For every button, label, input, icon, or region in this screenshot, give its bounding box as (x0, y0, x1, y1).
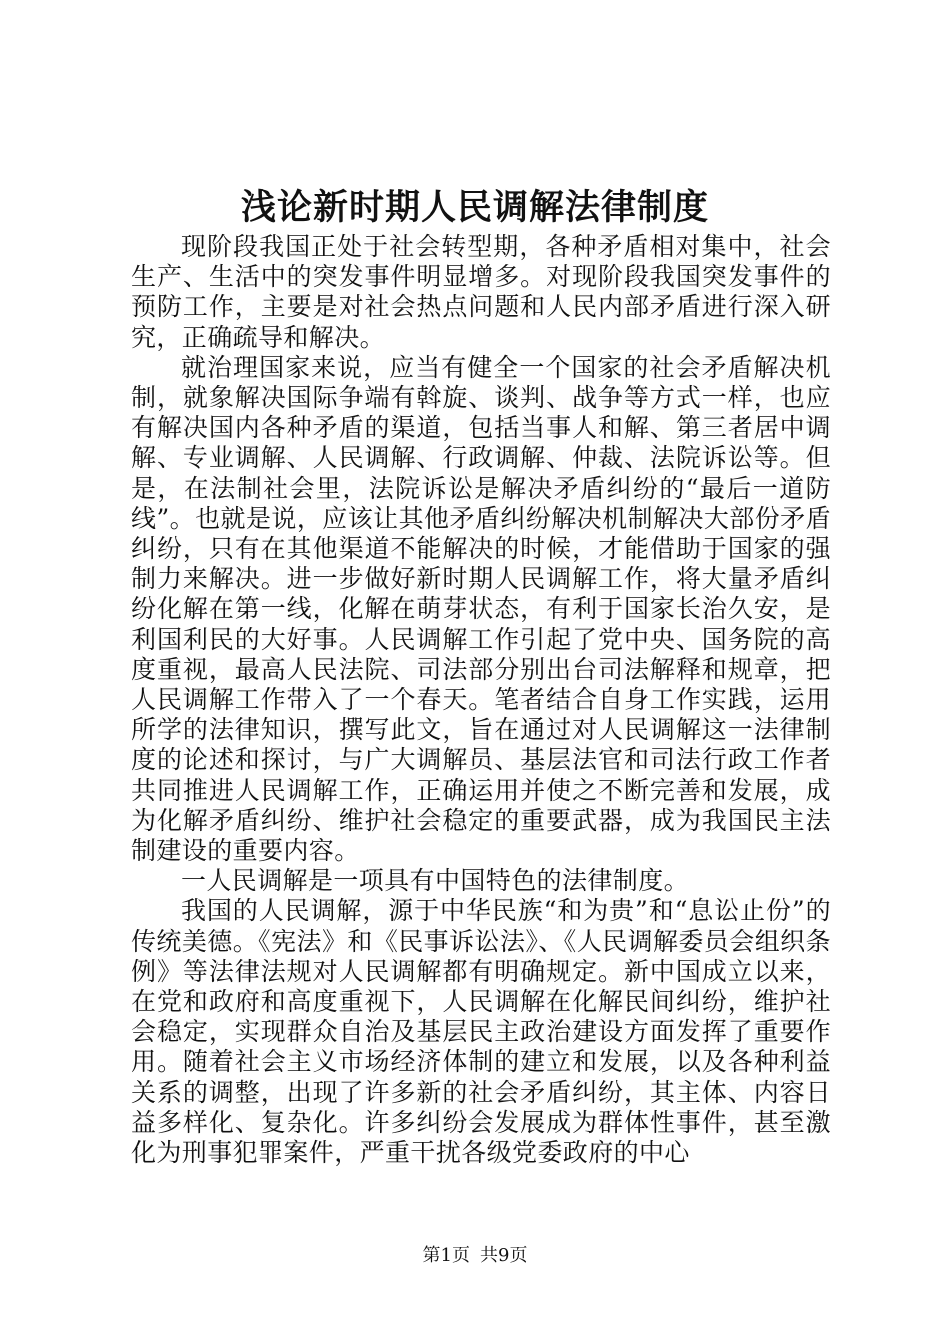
paragraph-mediation-origin: 我国的人民调解，源于中华民族“和为贵”和“息讼止份”的传统美德。《宪法》和《民事诉讼法》、《人民调解委员会组织条例》等法律法规对人民调解都有明确规定。新中国成立以来，在党和政府和高度重视下，人民调解在化解民间纠纷，维护社会稳定，实现群众自治及基层民主政治建设方面发挥了重要作用。随着社会主义市场经济体制的建立和发展，以及各种利益关系的调整，出现了许多新的社会矛盾纠纷，其主体、内容日益多样化、复杂化。许多纠纷会发展成为群体性事件，甚至激化为刑事犯罪案件，严重干扰各级党委政府的中心 (131, 896, 831, 1168)
section-heading-1: 一人民调解是一项具有中国特色的法律制度。 (181, 866, 690, 896)
page-number: 第1页 (422, 1245, 470, 1266)
document-title: 浅论新时期人民调解法律制度 (240, 187, 709, 228)
document-body (131, 232, 831, 1168)
paragraph-intro: 现阶段我国正处于社会转型期，各种矛盾相对集中，社会生产、生活中的突发事件明显增多。对现阶段我国突发事件的预防工作，主要是对社会热点问题和人民内部矛盾进行深入研究，正确疏导和解决。 (131, 232, 831, 352)
paragraph-governance: 就治理国家来说，应当有健全一个国家的社会矛盾解决机制，就象解决国际争端有斡旋、谈判、战争等方式一样，也应有解决国内各种矛盾的渠道，包括当事人和解、第三者居中调解、专业调解、人民调解、行政调解、仲裁、法院诉讼等。但是，在法制社会里，法院诉讼是解决矛盾纠纷的“最后一道防线”。也就是说，应该让其他矛盾纠纷解决机制解决大部份矛盾纠纷，只有在其他渠道不能解决的时候，才能借助于国家的强制力来解决。进一步做好新时期人民调解工作，将大量矛盾纠纷化解在第一线，化解在萌芽状态，有利于国家长治久安，是利国利民的大好事。人民调解工作引起了党中央、国务院的高度重视，最高人民法院、司法部分别出台司法解释和规章，把人民调解工作带入了一个春天。笔者结合自身工作实践，运用所学的法律知识，撰写此文，旨在通过对人民调解这一法律制度的论述和探讨，与广大调解员、基层法官和司法行政工作者共同推进人民调解工作，正确运用并使之不断完善和发展，成为化解矛盾纠纷、维护社会稳定的重要武器，成为我国民主法制建设的重要内容。 (131, 352, 831, 866)
page-footer (0, 1244, 950, 1268)
page-total: 共9页 (480, 1245, 528, 1266)
